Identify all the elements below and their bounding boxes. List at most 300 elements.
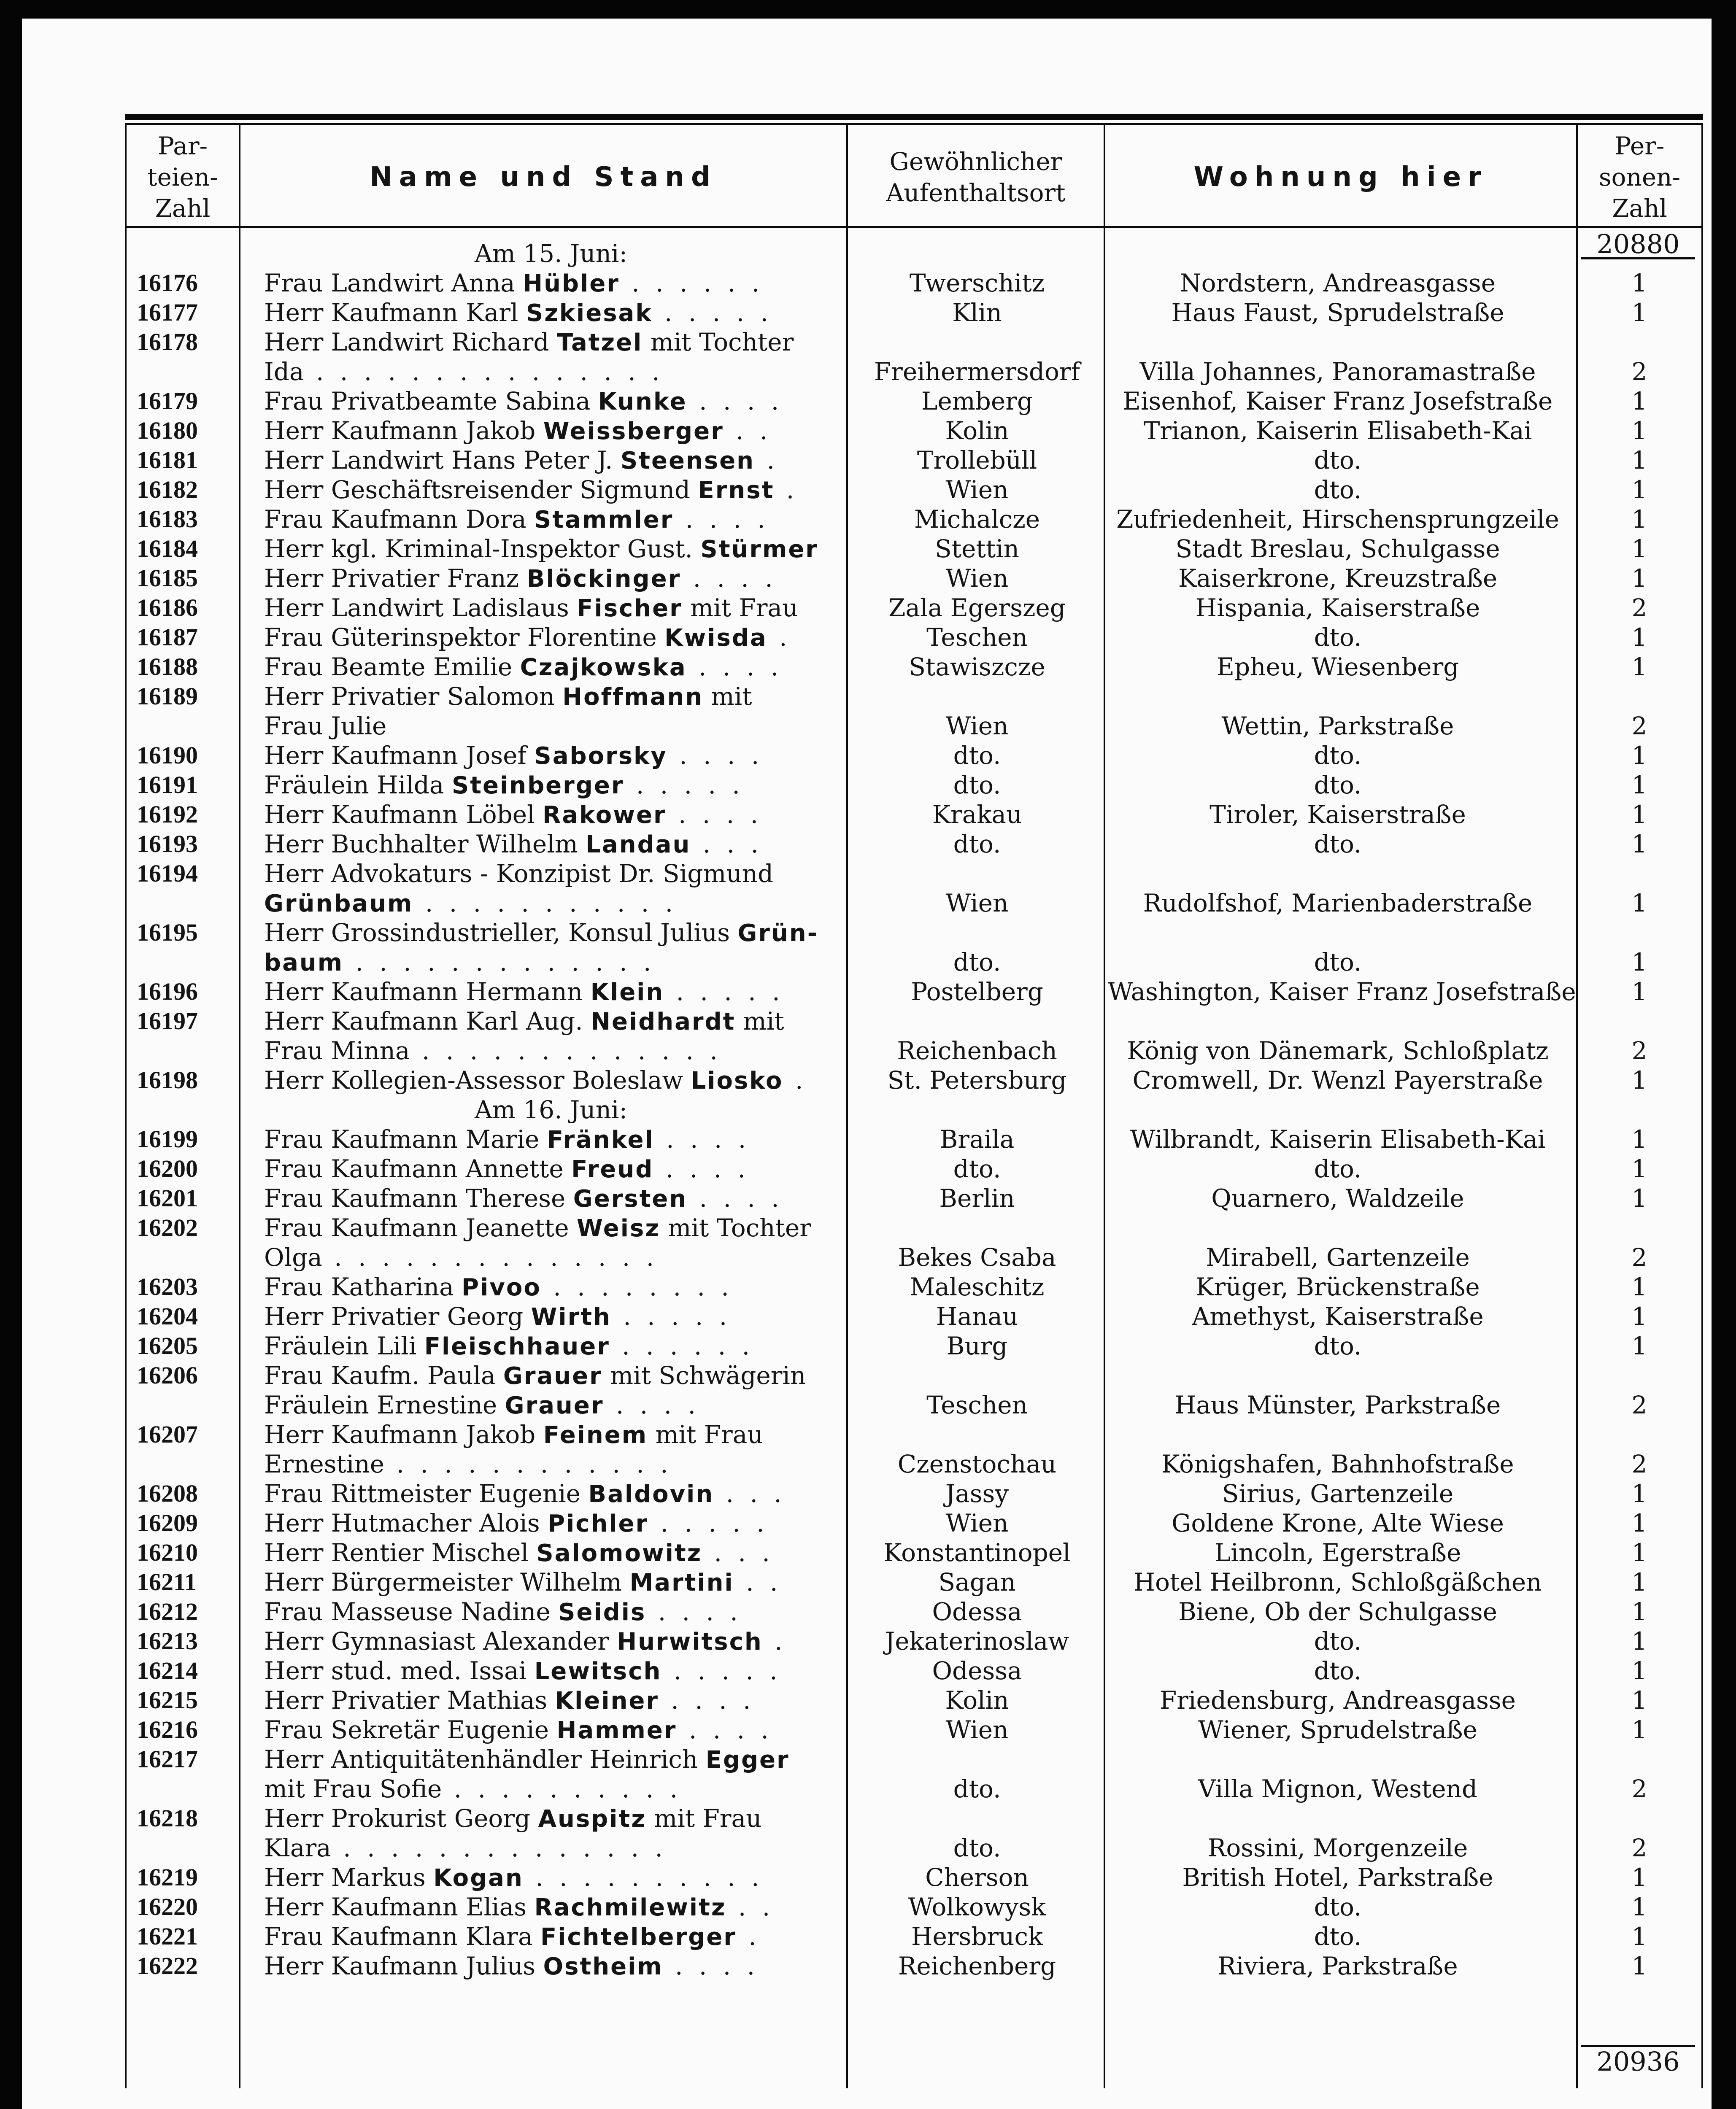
name-and-status (264, 1272, 838, 1303)
name-and-status (264, 711, 838, 742)
name-suffix: mit Tochter (643, 328, 794, 356)
name-prefix: Herr Kaufmann Karl (264, 298, 526, 327)
usual-residence: Reichenbach (897, 1036, 1057, 1065)
scan-border-right (1712, 0, 1736, 2109)
name-prefix: Herr Kaufmann Julius (264, 1952, 543, 1980)
table-row (125, 711, 1703, 741)
leader-dots: . (767, 623, 791, 652)
person-count: 2 (1631, 1450, 1647, 1478)
table-row (125, 1863, 1703, 1892)
usual-residence: Stettin (935, 534, 1019, 563)
surname: Fleischhauer (424, 1333, 610, 1360)
person-count: 1 (1631, 1568, 1647, 1597)
person-count: 2 (1631, 1391, 1647, 1419)
leader-dots: . . . . (667, 741, 764, 770)
leader-dots: . . . . (663, 1952, 759, 1980)
name-and-status (264, 800, 838, 830)
leader-dots: . . . . . . . . . . (442, 1775, 682, 1803)
date-label: Am 15. Juni: (474, 239, 628, 268)
usual-residence: Burg (946, 1332, 1008, 1360)
name-and-status (264, 1243, 838, 1273)
leader-dots: . . . . . (648, 1509, 769, 1537)
surname: Kunke (598, 388, 687, 415)
party-number: 16199 (137, 1125, 198, 1153)
usual-residence: dto. (953, 830, 1001, 858)
lodging-address: Goldene Krone, Alte Wiese (1172, 1509, 1504, 1537)
date-heading (125, 1095, 1703, 1125)
table-row (125, 1892, 1703, 1922)
table-row (125, 1065, 1703, 1095)
party-number: 16196 (137, 978, 198, 1005)
party-number: 16197 (137, 1007, 198, 1035)
table-row (125, 298, 1703, 327)
person-count: 1 (1631, 1656, 1647, 1685)
name-prefix: Frau Güterinspektor Florentine (264, 623, 665, 652)
surname: Kwisda (664, 624, 767, 652)
name-prefix: Frau Kaufmann Annette (264, 1154, 572, 1183)
usual-residence: dto. (953, 741, 1001, 770)
name-and-status (264, 386, 838, 417)
name-and-status (264, 593, 838, 623)
person-count: 1 (1631, 623, 1647, 652)
name-and-status (264, 1420, 838, 1450)
surname: Weisz (577, 1215, 660, 1242)
person-count: 1 (1631, 1125, 1647, 1154)
lodging-address: Rossini, Morgenzeile (1207, 1834, 1468, 1862)
name-prefix: Herr Hutmacher Alois (264, 1509, 548, 1537)
name-and-status (264, 1686, 838, 1716)
leader-dots: . . . . . . . . . . . . (384, 1450, 672, 1478)
name-prefix: Herr Kaufmann Karl Aug. (264, 1007, 591, 1036)
name-and-status (264, 475, 838, 505)
usual-residence: Lemberg (921, 387, 1033, 415)
surname: Weissberger (543, 418, 724, 445)
table-row (125, 1479, 1703, 1508)
lodging-address: Cromwell, Dr. Wenzl Payerstraße (1132, 1066, 1543, 1095)
table-row (125, 475, 1703, 504)
table-row (125, 1243, 1703, 1272)
lodging-address: Epheu, Wiesenberg (1216, 653, 1459, 681)
usual-residence: Twerschitz (909, 269, 1045, 297)
name-prefix: Herr stud. med. Issai (264, 1656, 535, 1685)
name-and-status (264, 1745, 838, 1775)
name-and-status (264, 1125, 838, 1155)
name-prefix: Klara (264, 1834, 331, 1862)
name-prefix: Herr Grossindustrieller, Konsul Julius (264, 918, 738, 947)
surname: Ernst (698, 477, 775, 504)
table-row (125, 859, 1703, 888)
usual-residence: Wien (945, 564, 1009, 593)
person-count: 1 (1631, 977, 1647, 1006)
name-prefix: Herr Kaufmann Jakob (264, 1420, 543, 1449)
scan-border-left (0, 0, 22, 2109)
lodging-address: Haus Münster, Parkstraße (1174, 1391, 1501, 1419)
name-prefix: Olga (264, 1243, 322, 1272)
person-count: 1 (1631, 1863, 1647, 1892)
name-prefix: Herr Landwirt Hans Peter J. (264, 446, 621, 475)
table-row (125, 1567, 1703, 1597)
table-row (125, 1302, 1703, 1331)
person-count: 1 (1631, 475, 1647, 504)
party-number: 16205 (137, 1332, 198, 1359)
name-prefix: Herr Kaufmann Jakob (264, 416, 543, 445)
table-row (125, 416, 1703, 445)
usual-residence: Freihermersdorf (874, 357, 1080, 386)
party-number: 16214 (137, 1657, 198, 1684)
lodging-address: Krüger, Brückenstraße (1196, 1273, 1480, 1301)
surname: Klein (590, 979, 664, 1006)
header-line: Gewöhnlicher (889, 147, 1062, 176)
party-number: 16193 (137, 830, 198, 858)
name-and-status (264, 1006, 838, 1037)
table-row (125, 770, 1703, 800)
name-prefix: Herr Kaufmann Löbel (264, 800, 543, 829)
usual-residence: Kolin (945, 1686, 1009, 1715)
header-line: Name und Stand (370, 162, 717, 193)
lodging-address: dto. (1314, 830, 1362, 858)
person-count: 1 (1631, 1952, 1647, 1980)
leader-dots: . . . . . . . . . . . (413, 889, 678, 917)
usual-residence: dto. (953, 1775, 1001, 1803)
leader-dots: . . . . (666, 800, 763, 829)
surname: Hoffmann (562, 683, 704, 711)
party-number: 16187 (137, 623, 198, 651)
name-suffix: mit Frau (646, 1804, 762, 1833)
final-total: 20936 (1581, 2045, 1695, 2077)
name-prefix: Frau Minna (264, 1036, 410, 1065)
usual-residence: Wien (945, 1715, 1009, 1744)
person-count: 1 (1631, 564, 1647, 593)
usual-residence: Wien (945, 1509, 1009, 1537)
table-row (125, 1833, 1703, 1863)
name-prefix: Herr Geschäftsreisender Sigmund (264, 475, 698, 504)
name-prefix: Herr Gymnasiast Alexander (264, 1627, 617, 1656)
usual-residence: dto. (953, 948, 1001, 976)
table-row (125, 504, 1703, 534)
name-prefix: Herr Rentier Mischel (264, 1538, 537, 1567)
table-row (125, 1922, 1703, 1951)
person-count: 2 (1631, 712, 1647, 740)
name-and-status (264, 1154, 838, 1184)
usual-residence: Odessa (932, 1597, 1022, 1626)
name-and-status (264, 1774, 838, 1804)
name-and-status (264, 1184, 838, 1214)
name-prefix: Herr Privatier Mathias (264, 1686, 555, 1715)
name-prefix: Frau Kaufmann Klara (264, 1922, 540, 1951)
usual-residence: Cherson (925, 1863, 1029, 1892)
party-number: 16221 (137, 1923, 198, 1950)
table-row (125, 652, 1703, 682)
surname: Hübler (523, 270, 620, 297)
leader-dots: . . . . . . . . . . . . . . (331, 1834, 667, 1862)
usual-residence: Wien (945, 889, 1009, 917)
person-count: 1 (1631, 1509, 1647, 1537)
table-row (125, 1213, 1703, 1243)
surname: Blöckinger (526, 565, 681, 593)
name-and-status (264, 1951, 838, 1982)
usual-residence: Reichenberg (898, 1952, 1056, 1980)
name-and-status (264, 1331, 838, 1362)
lodging-address: dto. (1314, 623, 1362, 652)
table-row (125, 1626, 1703, 1656)
name-prefix: Herr Privatier Salomon (264, 682, 563, 711)
person-count: 1 (1631, 1627, 1647, 1656)
name-and-status (264, 1922, 838, 1952)
table-row (125, 1715, 1703, 1745)
party-number: 16200 (137, 1155, 198, 1182)
surname: Grün- (737, 920, 818, 947)
leader-dots: . . . . (681, 564, 777, 593)
name-prefix: Fräulein Lili (264, 1332, 424, 1360)
leader-dots: . . . . (659, 1686, 755, 1715)
name-suffix: mit Tochter (660, 1214, 811, 1242)
surname: Egger (705, 1746, 790, 1774)
table-row (125, 1272, 1703, 1302)
usual-residence: Berlin (939, 1184, 1015, 1213)
usual-residence: Wien (945, 475, 1009, 504)
surname: Rakower (543, 801, 667, 829)
party-number: 16218 (137, 1804, 198, 1832)
leader-dots: . . . . . (652, 298, 772, 327)
person-count: 1 (1631, 1715, 1647, 1744)
surname: Steinberger (451, 772, 624, 799)
surname: Wirth (531, 1303, 611, 1331)
surname: Grauer (503, 1362, 602, 1390)
person-count: 1 (1631, 387, 1647, 415)
lodging-address: Wilbrandt, Kaiserin Elisabeth-Kai (1130, 1125, 1546, 1154)
header-rule (125, 226, 1703, 228)
person-count: 2 (1631, 1036, 1647, 1065)
surname: Baldovin (588, 1481, 714, 1508)
surname: Rachmilewitz (534, 1894, 726, 1921)
surname: Salomowitz (536, 1540, 702, 1567)
surname: Steensen (620, 447, 755, 475)
name-prefix: Herr Buchhalter Wilhelm (264, 830, 586, 858)
table-row (125, 1361, 1703, 1390)
lodging-address: Amethyst, Kaiserstraße (1192, 1302, 1484, 1331)
table-row (125, 564, 1703, 593)
table-row (125, 357, 1703, 386)
party-number: 16181 (137, 446, 198, 474)
lodging-address: Lincoln, Egerstraße (1214, 1538, 1461, 1567)
name-and-status (264, 1508, 838, 1539)
surname: Freud (571, 1156, 654, 1183)
leader-dots: . . . . . . . . . . . . . (410, 1036, 722, 1065)
table-row (125, 1804, 1703, 1833)
person-count: 1 (1631, 1686, 1647, 1715)
name-and-status (264, 1863, 838, 1893)
surname: Grünbaum (264, 890, 413, 917)
party-number: 16202 (137, 1214, 198, 1241)
table-row (125, 1184, 1703, 1213)
party-number: 16209 (137, 1509, 198, 1537)
party-number: 16201 (137, 1184, 198, 1212)
leader-dots: . . . . . (624, 771, 744, 799)
leader-dots: . . . (714, 1479, 786, 1508)
leader-dots: . . . . . . . . . . . . . . (322, 1243, 659, 1272)
carried-total: 20880 (1581, 231, 1695, 259)
table-row (125, 445, 1703, 475)
scan-border-top (0, 0, 1736, 19)
name-prefix: mit Frau Sofie (264, 1775, 442, 1803)
person-count: 1 (1631, 1479, 1647, 1508)
usual-residence: Jassy (945, 1479, 1009, 1508)
table-row (125, 1686, 1703, 1715)
leader-dots: . (783, 1066, 807, 1095)
usual-residence: St. Petersburg (887, 1066, 1067, 1095)
table-row (125, 1125, 1703, 1154)
table-row (125, 1745, 1703, 1774)
name-suffix: mit (735, 1007, 784, 1036)
header-personen-zahl (1578, 131, 1701, 224)
name-prefix: Herr Kaufmann Elias (264, 1893, 535, 1921)
name-and-status (264, 1538, 838, 1568)
header-wohnung-hier (1105, 131, 1576, 224)
usual-residence: Czenstochau (897, 1450, 1057, 1478)
name-prefix: Ernestine (264, 1450, 385, 1478)
name-and-status (264, 918, 838, 948)
name-prefix: Herr Privatier Georg (264, 1302, 531, 1331)
table-row (125, 1420, 1703, 1449)
lodging-address: dto. (1314, 1332, 1362, 1360)
party-number: 16182 (137, 476, 198, 503)
person-count: 1 (1631, 1332, 1647, 1360)
name-suffix: mit (703, 682, 752, 711)
lodging-address: Biene, Ob der Schulgasse (1178, 1597, 1497, 1626)
table-row (125, 1006, 1703, 1036)
leader-dots: . . . . (646, 1597, 742, 1626)
header-line: Zahl (155, 194, 211, 223)
surname: Tatzel (556, 329, 643, 356)
lodging-address: Stadt Breslau, Schulgasse (1175, 534, 1500, 563)
surname: Grauer (505, 1392, 604, 1419)
person-count: 1 (1631, 1893, 1647, 1921)
party-number: 16176 (137, 269, 198, 297)
header-aufenthaltsort (848, 131, 1104, 224)
surname: Seidis (558, 1599, 646, 1626)
table-row (125, 1774, 1703, 1804)
person-count: 1 (1631, 1184, 1647, 1213)
lodging-address: Washington, Kaiser Franz Josefstraße (1108, 977, 1576, 1006)
name-prefix: Herr Privatier Franz (264, 564, 527, 593)
surname: Gersten (573, 1185, 688, 1213)
name-prefix: Fräulein Ernestine (264, 1391, 505, 1419)
person-count: 2 (1631, 1243, 1647, 1272)
lodging-address: Kaiserkrone, Kreuzstraße (1178, 564, 1498, 593)
table-row (125, 1951, 1703, 1981)
party-number: 16217 (137, 1745, 198, 1773)
party-number: 16190 (137, 742, 198, 769)
party-number: 16178 (137, 328, 198, 356)
table-row (125, 977, 1703, 1006)
name-prefix: Frau Sekretär Eugenie (264, 1715, 557, 1744)
lodging-address: dto. (1314, 1154, 1362, 1183)
usual-residence: Krakau (932, 800, 1022, 829)
person-count: 1 (1631, 505, 1647, 534)
usual-residence: Braila (940, 1125, 1015, 1154)
person-count: 1 (1631, 416, 1647, 445)
name-and-status (264, 770, 838, 801)
surname: Stürmer (700, 536, 818, 563)
lodging-address: Villa Mignon, Westend (1198, 1775, 1478, 1803)
name-and-status (264, 1449, 838, 1480)
party-number: 16220 (137, 1893, 198, 1920)
usual-residence: Wolkowysk (908, 1893, 1046, 1921)
party-number: 16211 (137, 1568, 197, 1596)
header-line: Wohnung hier (1193, 162, 1488, 193)
surname: baum (264, 949, 344, 976)
name-prefix: Herr Kaufmann Hermann (264, 977, 591, 1006)
party-number: 16189 (137, 682, 198, 710)
surname: Hurwitsch (617, 1628, 763, 1656)
surname: Liosko (691, 1067, 783, 1095)
name-suffix: mit Schwägerin (602, 1361, 806, 1390)
name-prefix: Frau Katharina (264, 1273, 462, 1301)
person-count: 1 (1631, 1538, 1647, 1567)
surname: Fichtelberger (540, 1923, 737, 1951)
leader-dots: . . . . . . (610, 1332, 754, 1360)
leader-dots: . . (734, 1568, 782, 1597)
usual-residence: Michalcze (914, 505, 1040, 534)
usual-residence: Maleschitz (910, 1273, 1045, 1301)
surname: Stammler (534, 506, 674, 534)
surname: Martini (629, 1569, 734, 1597)
lodging-address: Hotel Heilbronn, Schloßgäßchen (1134, 1568, 1542, 1597)
party-number: 16210 (137, 1539, 198, 1566)
name-and-status (264, 1567, 838, 1598)
leader-dots: . . . . (653, 1154, 750, 1183)
name-and-status (264, 741, 838, 771)
person-count: 1 (1631, 1922, 1647, 1951)
name-and-status (264, 445, 838, 476)
table-row (125, 682, 1703, 711)
name-prefix: Fräulein Hilda (264, 771, 452, 799)
surname: Pichler (548, 1510, 649, 1537)
surname: Auspitz (538, 1805, 646, 1833)
surname: Ostheim (543, 1953, 663, 1980)
usual-residence: Teschen (926, 623, 1028, 652)
surname: Fränkel (547, 1126, 654, 1154)
name-and-status (264, 534, 838, 564)
party-number: 16207 (137, 1421, 198, 1448)
party-number: 16206 (137, 1362, 198, 1389)
leader-dots: . . . . . . . . . . . . . . . (304, 357, 664, 386)
person-count: 1 (1631, 741, 1647, 770)
person-count: 2 (1631, 1775, 1647, 1803)
usual-residence: Kolin (945, 416, 1009, 445)
party-number: 16194 (137, 860, 198, 887)
lodging-address: Sirius, Gartenzeile (1222, 1479, 1454, 1508)
table-row (125, 800, 1703, 829)
table-row (125, 1154, 1703, 1184)
table-row (125, 1390, 1703, 1420)
table-row (125, 268, 1703, 298)
leader-dots: . . . . . (661, 1656, 782, 1685)
usual-residence: Wien (945, 712, 1009, 740)
name-prefix: Herr Kaufmann Josef (264, 741, 535, 770)
name-and-status (264, 416, 838, 446)
table-row (125, 741, 1703, 770)
header-name-und-stand (240, 131, 846, 224)
usual-residence: Hersbruck (911, 1922, 1043, 1951)
name-prefix: Frau Kaufmann Therese (264, 1184, 573, 1213)
party-number: 16183 (137, 505, 198, 533)
person-count: 1 (1631, 1154, 1647, 1183)
top-rule (125, 114, 1703, 120)
leader-dots: . (755, 446, 779, 475)
name-prefix: Frau Rittmeister Eugenie (264, 1479, 589, 1508)
name-prefix: Frau Kaufmann Jeanette (264, 1214, 577, 1242)
